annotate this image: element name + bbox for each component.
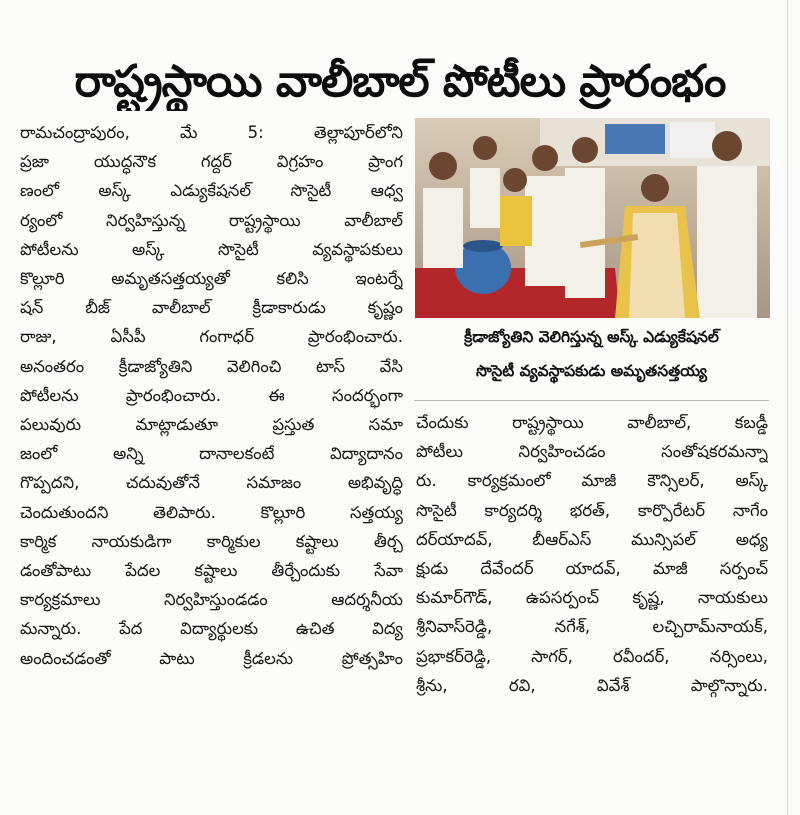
- text-line: దర్‌యాదవ్, బీఆర్ఎస్ మున్సిపల్ అధ్య: [416, 529, 768, 549]
- article-paragraph-right: [416, 408, 768, 700]
- text-line: అందించడంతో పాటు క్రీడలను ప్రోత్సహిం: [20, 648, 403, 668]
- photo-caption: [414, 320, 769, 401]
- text-line: కొల్లూరి అమృతసత్తయ్యతో కలిసి ఇంటర్నే: [20, 269, 403, 289]
- text-line: శ్రీనివాస్‌రెడ్డి, నగేశ్, లచ్చిరామ్‌నాయక్,: [416, 617, 768, 637]
- text-line: సొసైటీ కార్యదర్శి భరత్, కార్పొరేటర్ నాగేం: [416, 500, 768, 520]
- text-line: ప్రజా యుద్ధనౌక గద్దర్ విగ్రహం ప్రాంగ: [20, 152, 403, 172]
- text-line: రాజు, ఏసీపీ గంగాధర్ ప్రారంభించారు.: [20, 327, 403, 347]
- text-line: క్షుడు దేవేందర్ యాదవ్, మాజీ సర్పంచ్: [416, 559, 768, 579]
- text-line: పోటీలను ప్రారంభించారు. ఈ సందర్భంగా: [20, 385, 403, 405]
- news-photo: [415, 118, 770, 318]
- text-line: పోటీలను అస్క్ సొసైటీ వ్యవస్థాపకులు: [20, 239, 403, 259]
- text-line: షన్ బీజ్ వాలీబాల్ క్రీడాకారుడు కృష్ణం: [20, 298, 403, 318]
- text-line: మన్నారు. పేద విద్యార్థులకు ఉచిత విద్య: [20, 619, 403, 639]
- article-body-left-column: [20, 118, 403, 673]
- text-line: కుమార్‌గౌడ్, ఉపసర్పంచ్ కృష్ణ, నాయకులు: [416, 588, 768, 608]
- photo-illustration: [415, 118, 770, 318]
- article-body-right-column: [416, 408, 768, 700]
- caption-line-1: క్రీడాజ్యోతిని వెలిగిస్తున్న అస్క్ ఎడ్యుకేషనల్: [464, 328, 719, 346]
- text-line: కార్మిక నాయకుడిగా కార్మికుల కష్టాలు తీర్చ: [20, 531, 403, 551]
- caption-line-2: సొసైటీ వ్యవస్థాపకుడు అమృతసత్తయ్య: [475, 362, 708, 380]
- text-line: అనంతరం క్రీడాజ్యోతిని వెలిగించి టాస్ వేసి: [20, 356, 403, 376]
- text-line: చేందుకు రాష్ట్రస్థాయి వాలీబాల్, కబడ్డీ: [416, 413, 768, 432]
- text-line: ణంలో అస్క్ ఎడ్యుకేషనల్ సొసైటీ ఆధ్వ: [20, 181, 403, 201]
- article-paragraph-left: [20, 118, 403, 673]
- text-line: ర్యంలో నిర్వహిస్తున్న రాష్ట్రస్థాయి వాలీబాల్: [20, 210, 403, 230]
- text-line: పోటీలు నిర్వహించడం సంతోషకరమన్నా: [416, 442, 768, 462]
- text-line: ప్రభాకర్‌రెడ్డి, సాగర్, రవీందర్, నర్సింలు,: [416, 646, 768, 666]
- headline: రాష్ట్రస్థాయి వాలీబాల్ పోటీలు ప్రారంభం: [74, 56, 726, 108]
- column-divider: [787, 0, 788, 815]
- text-line: జంలో అన్ని దానాలకంటే విద్యాదానం: [20, 444, 403, 464]
- text-line: గొప్పదని, చదువుతోనే సమాజం అభివృద్ధి: [20, 473, 403, 493]
- text-line: శ్రీను, రవి, వివేశ్ పాల్గొన్నారు.: [416, 675, 768, 695]
- text-line: పలువురు మాట్లాడుతూ ప్రస్తుత సమా: [20, 415, 403, 435]
- text-line: రు. కార్యక్రమంలో మాజీ కౌన్సిలర్, అస్క్: [416, 471, 768, 491]
- text-line: చెందుతుందని తెలిపారు. కొల్లూరి సత్తయ్య: [20, 502, 403, 522]
- text-line: కార్యక్రమాలు నిర్వహిస్తుండడం ఆదర్శనీయ: [20, 590, 403, 610]
- text-line: రామచంద్రాపురం, మే 5: తెల్లాపూర్‌లోని: [20, 123, 403, 142]
- text-line: డంతోపాటు పేదల కష్టాలు తీర్చేందుకు సేవా: [20, 561, 403, 581]
